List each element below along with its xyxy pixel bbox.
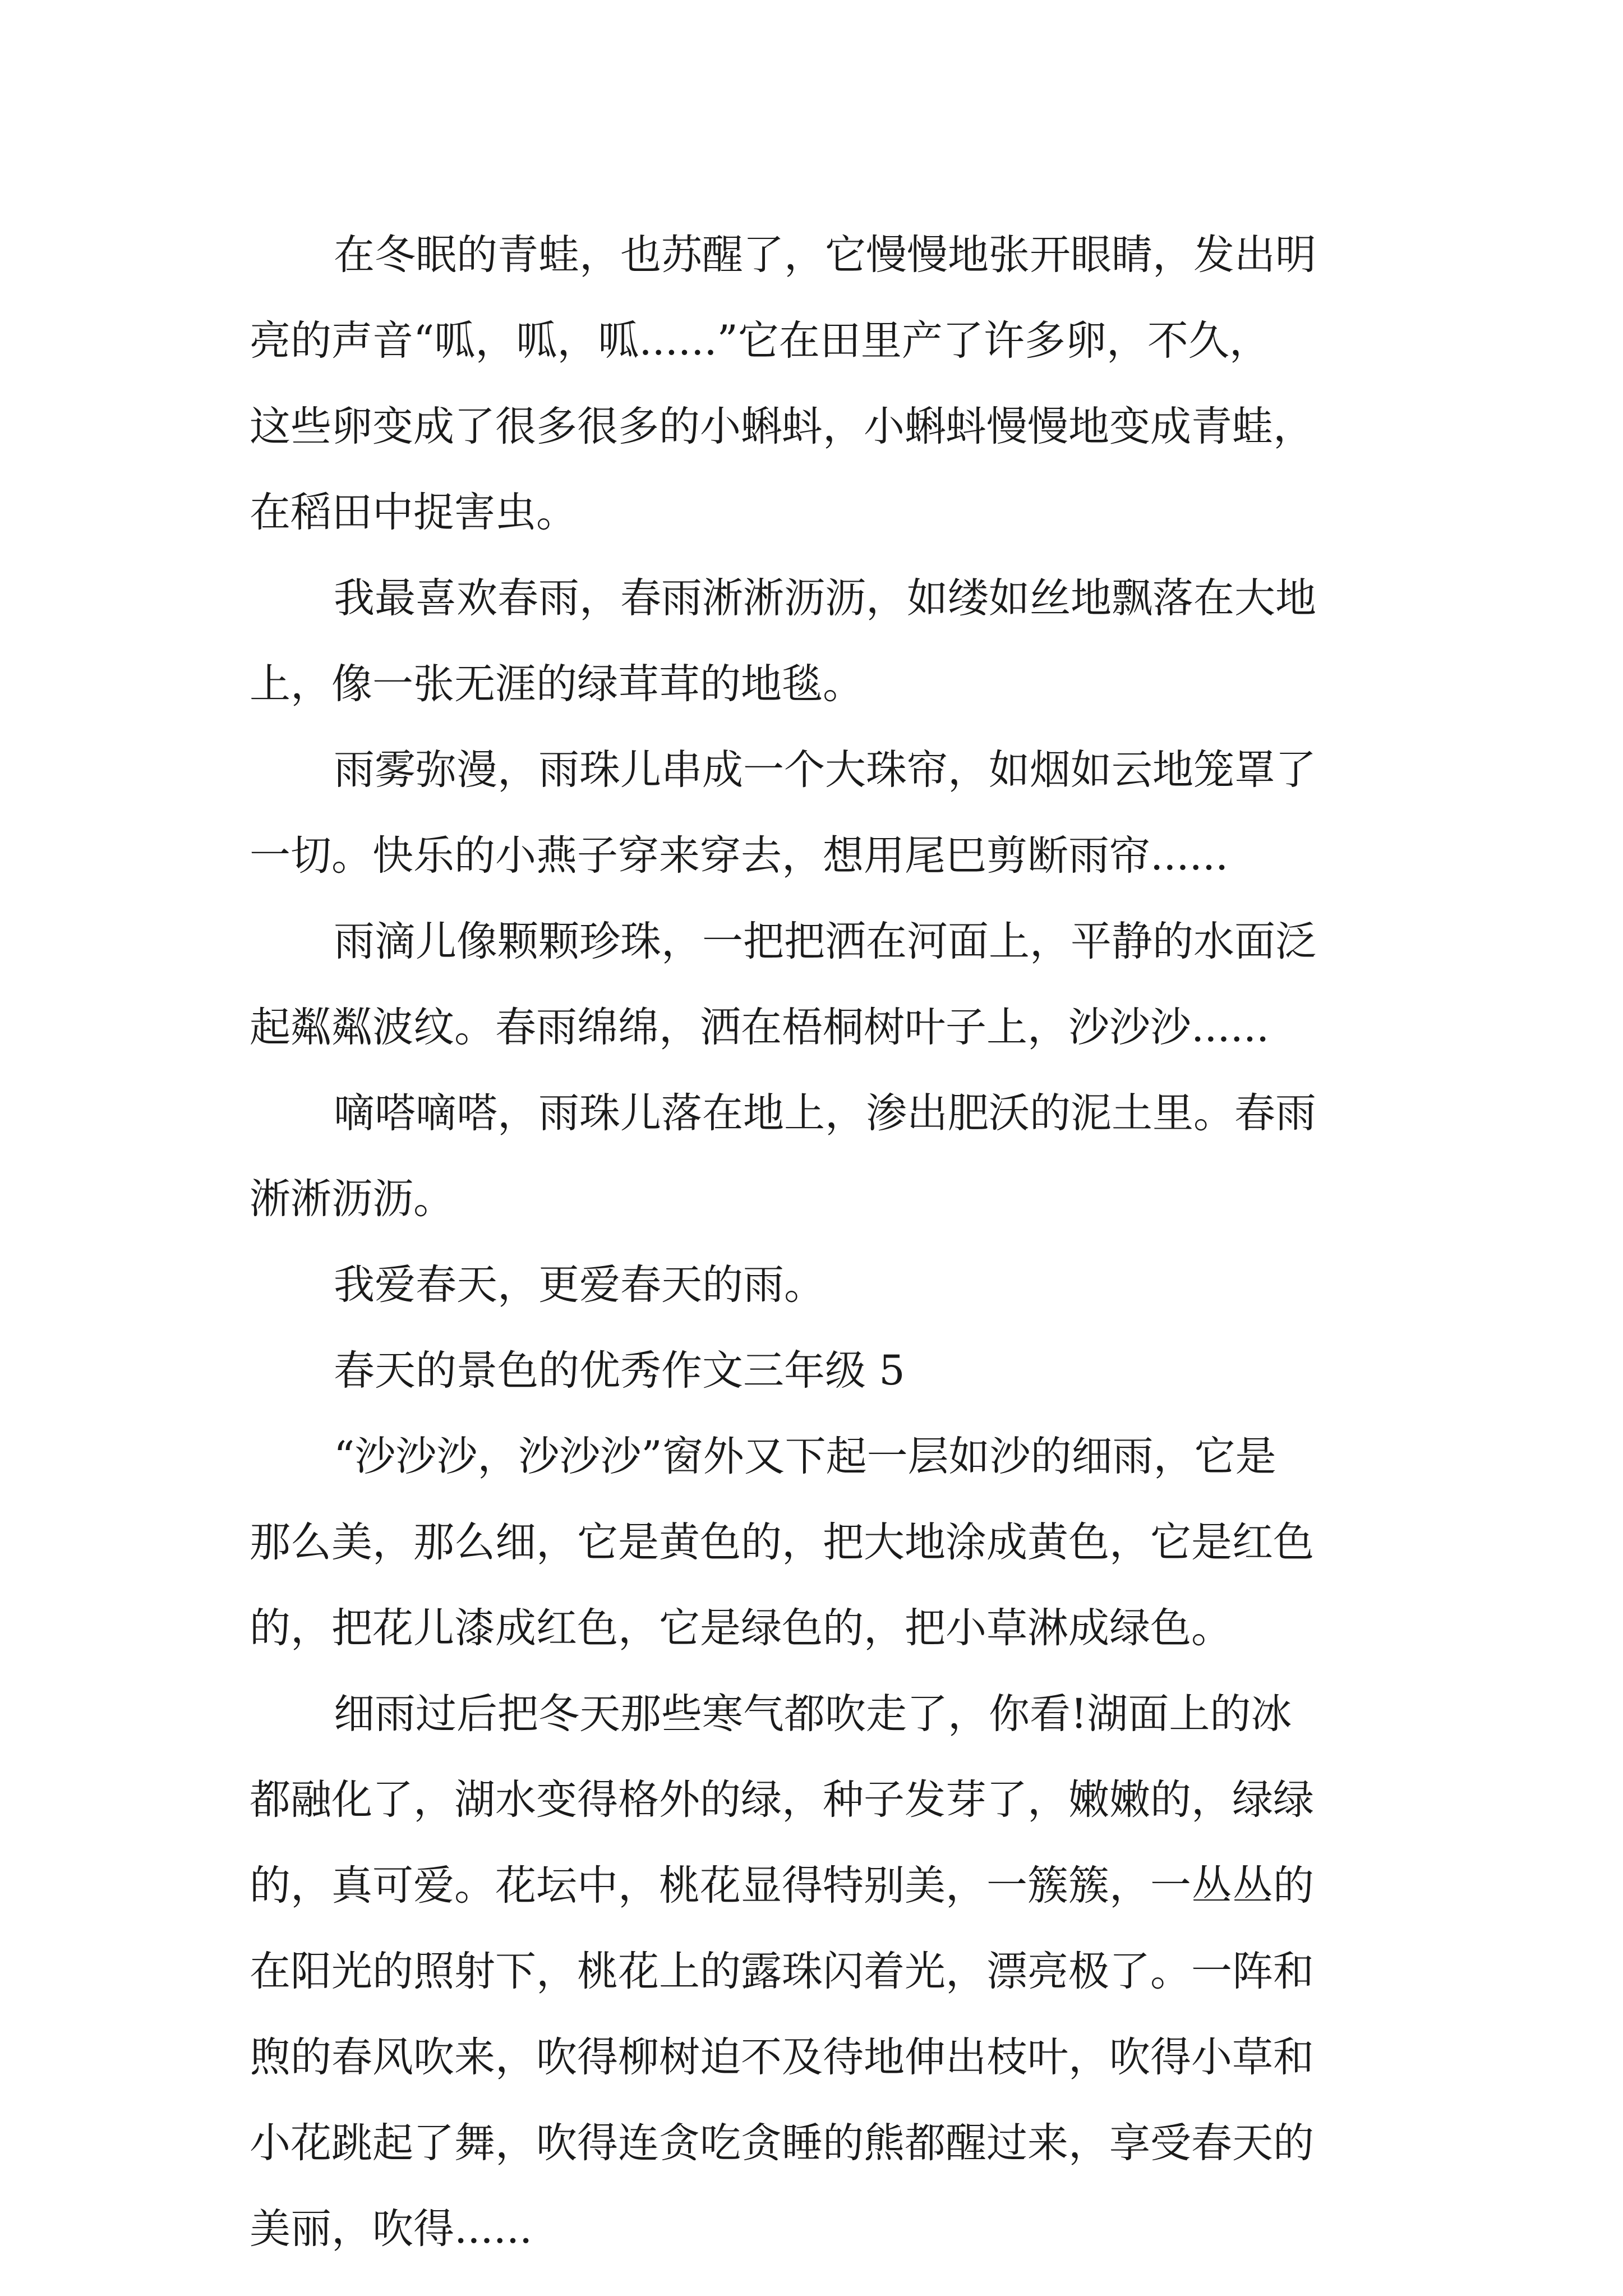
text-line: 亮的声音“呱，呱，呱......”它在田里产了许多卵，不久， [250, 317, 1270, 365]
text-line: 美丽，吹得...... [250, 2205, 533, 2253]
text-line: 雨雾弥漫，雨珠儿串成一个大珠帘，如烟如云地笼罩了 [334, 746, 1316, 794]
paragraph [250, 1070, 1427, 1242]
text-line: 我最喜欢春雨，春雨淅淅沥沥，如缕如丝地飘落在大地 [334, 574, 1316, 622]
text-line: 的，真可爱。花坛中，桃花显得特别美，一簇簇，一丛丛的 [250, 1862, 1314, 1910]
text-line: 淅淅沥沥。 [250, 1175, 454, 1223]
paragraph [250, 899, 1427, 1070]
paragraph [250, 1414, 1427, 1671]
text-line: 煦的春风吹来，吹得柳树迫不及待地伸出枝叶，吹得小草和 [250, 2033, 1314, 2081]
text-line: 都融化了，湖水变得格外的绿，种子发芽了，嫩嫩的，绿绿 [250, 1776, 1314, 1824]
text-line: 在冬眠的青蛙，也苏醒了，它慢慢地张开眼睛，发出明 [334, 231, 1316, 279]
paragraph [250, 212, 1427, 555]
section-title: 春天的景色的优秀作文三年级 5 [334, 1347, 905, 1395]
paragraph [250, 555, 1427, 727]
document-body [250, 212, 1427, 2272]
text-line: 的，把花儿漆成红色，它是绿色的，把小草淋成绿色。 [250, 1604, 1232, 1652]
text-line: “沙沙沙，沙沙沙”窗外又下起一层如沙的细雨，它是 [334, 1433, 1276, 1480]
text-line: 我爱春天，更爱春天的雨。 [334, 1261, 825, 1309]
text-line: 一切。快乐的小燕子穿来穿去，想用尾巴剪断雨帘...... [250, 832, 1229, 880]
text-line: 嘀嗒嘀嗒，雨珠儿落在地上，渗出肥沃的泥土里。春雨 [334, 1089, 1316, 1137]
text-line: 在阳光的照射下，桃花上的露珠闪着光，漂亮极了。一阵和 [250, 1948, 1314, 1995]
text-line: 雨滴儿像颗颗珍珠，一把把洒在河面上，平静的水面泛 [334, 918, 1316, 965]
paragraph [250, 1671, 1427, 2272]
text-line: 小花跳起了舞，吹得连贪吃贪睡的熊都醒过来，享受春天的 [250, 2119, 1314, 2167]
text-line: 起粼粼波纹。春雨绵绵，洒在梧桐树叶子上，沙沙沙...... [250, 1004, 1270, 1051]
section-heading [250, 1328, 1427, 1414]
text-line: 在稻田中捉害虫。 [250, 489, 577, 536]
paragraph [250, 1242, 1427, 1328]
text-line: 这些卵变成了很多很多的小蝌蚪，小蝌蚪慢慢地变成青蛙， [250, 403, 1314, 450]
text-line: 细雨过后把冬天那些寒气都吹走了，你看!湖面上的冰 [334, 1690, 1292, 1738]
paragraph [250, 727, 1427, 899]
text-line: 上，像一张无涯的绿茸茸的地毯。 [250, 660, 864, 708]
text-line: 那么美，那么细，它是黄色的，把大地涂成黄色，它是红色 [250, 1519, 1314, 1566]
